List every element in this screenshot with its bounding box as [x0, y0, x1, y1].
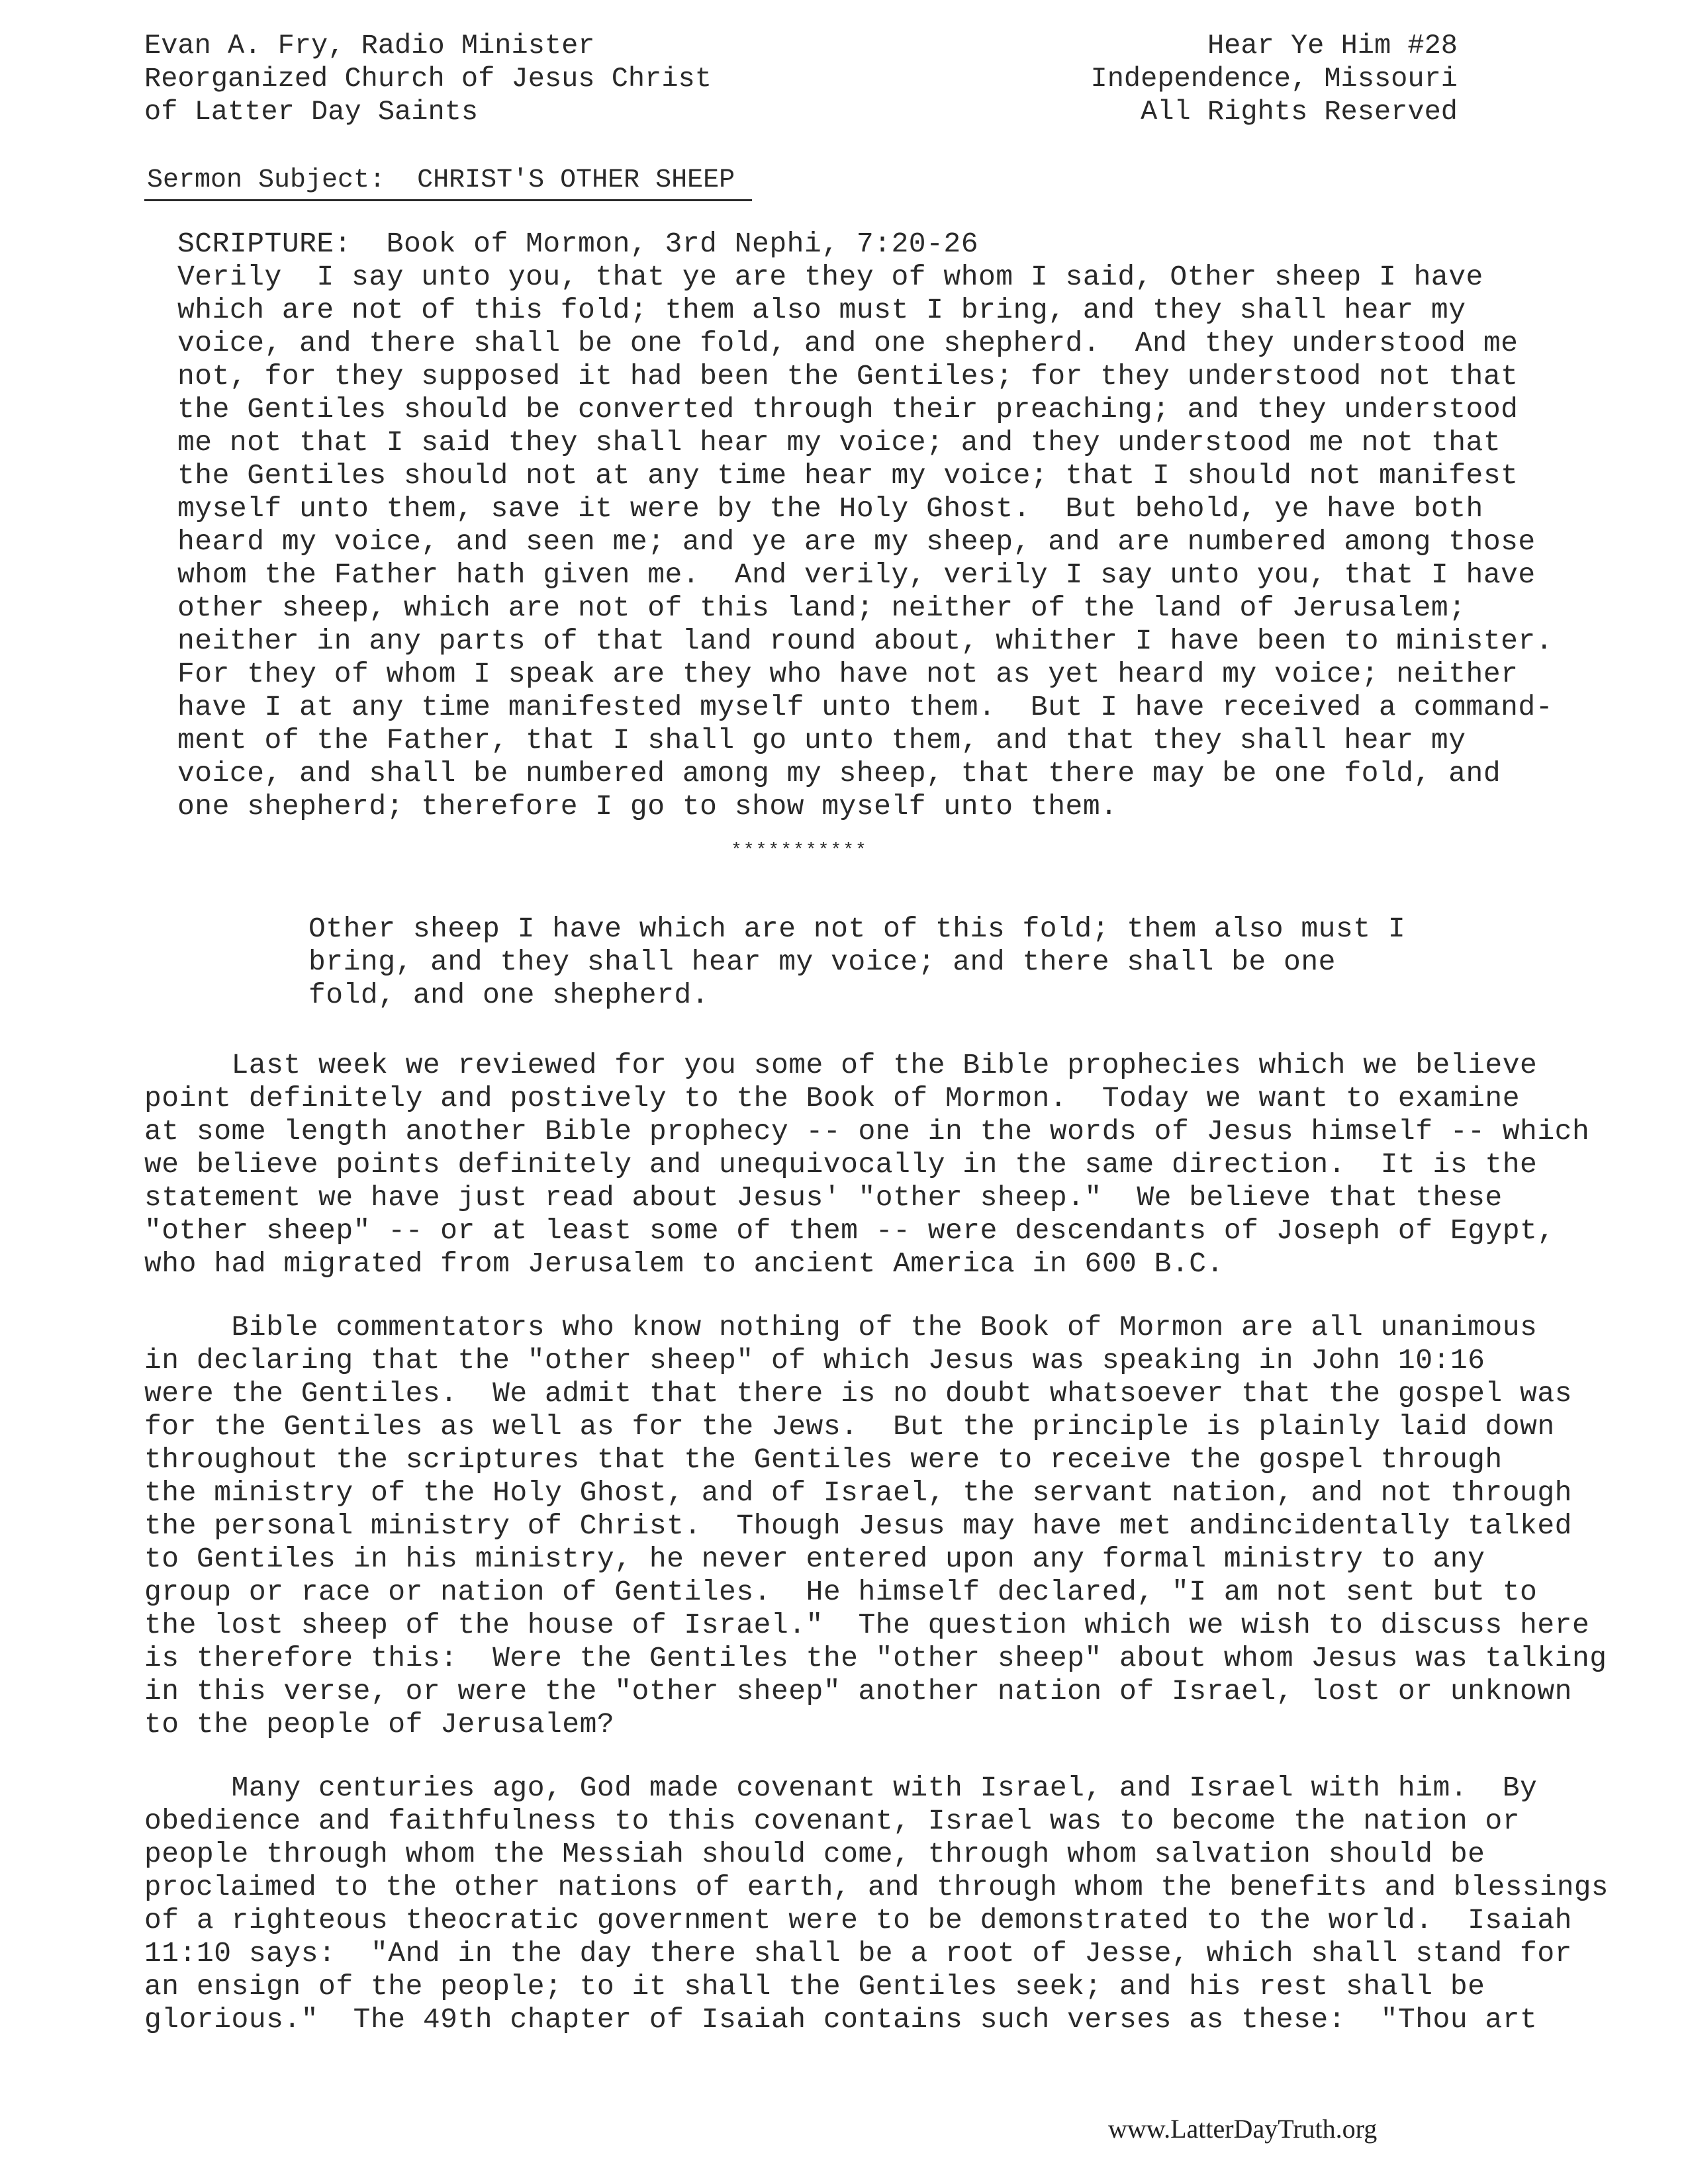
scripture-line: voice, and shall be numbered among my sheep, that there may be one fold, and	[177, 757, 1501, 790]
paragraph-line: who had migrated from Jerusalem to ancient America in 600 B.C.	[144, 1248, 1224, 1280]
paragraph-line: were the Gentiles. We admit that there is no doubt whatsoever that the gospel was	[144, 1377, 1572, 1410]
header-author-block	[144, 29, 712, 128]
paragraph-line: throughout the scriptures that the Gentiles were to receive the gospel through	[144, 1443, 1503, 1476]
header-right-line: Hear Ye Him #28	[1207, 30, 1458, 62]
paragraph-line: the ministry of the Holy Ghost, and of Israel, the servant nation, and not through	[144, 1477, 1572, 1509]
scripture-line: other sheep, which are not of this land; neither of the land of Jerusalem;	[177, 592, 1466, 624]
paragraph-line: Many centuries ago, God made covenant with Israel, and Israel with him. By	[144, 1772, 1538, 1804]
scripture-line: have I at any time manifested myself unto them. But I have received a command-	[177, 691, 1554, 723]
header-left-line: Reorganized Church of Jesus Christ	[144, 63, 712, 95]
scripture-line: not, for they supposed it had been the Gentiles; for they understood not that	[177, 360, 1519, 392]
paragraph-line: obedience and faithfulness to this covenant, Israel was to become the nation or	[144, 1805, 1521, 1837]
paragraph-line: we believe points definitely and unequivocally in the same direction. It is the	[144, 1148, 1538, 1181]
scripture-line: me not that I said they shall hear my voice; and they understood me not that	[177, 426, 1501, 459]
quote-line: Other sheep I have which are not of this fold; them also must I	[308, 913, 1406, 945]
paragraph-line: Last week we reviewed for you some of the Bible prophecies which we believe	[144, 1049, 1538, 1081]
section-separator: ***********	[731, 841, 868, 861]
paragraph-line: "other sheep" -- or at least some of them -- were descendants of Joseph of Egypt,	[144, 1214, 1555, 1247]
paragraph-line: at some length another Bible prophecy -- one in the words of Jesus himself -- which	[144, 1115, 1590, 1148]
scripture-heading: SCRIPTURE: Book of Mormon, 3rd Nephi, 7:20-26	[177, 228, 978, 260]
paragraph-line: statement we have just read about Jesus' "other sheep." We believe that these	[144, 1181, 1503, 1214]
scripture-line: which are not of this fold; them also must I bring, and they shall hear my	[177, 294, 1466, 326]
header-left-line: of Latter Day Saints	[144, 96, 479, 128]
paragraph-line: for the Gentiles as well as for the Jews. But the principle is plainly laid down	[144, 1410, 1555, 1443]
scripture-line: voice, and there shall be one fold, and one shepherd. And they understood me	[177, 327, 1519, 359]
header-right-line: Independence, Missouri	[1090, 63, 1458, 95]
subject-underline	[144, 199, 752, 201]
paragraph-line: glorious." The 49th chapter of Isaiah contains such verses as these: "Thou art	[144, 2003, 1538, 2036]
paragraph-line: group or race or nation of Gentiles. He himself declared, "I am not sent but to	[144, 1576, 1538, 1608]
paragraph-line: of a righteous theocratic government were to be demonstrated to the world. Isaiah	[144, 1904, 1572, 1936]
scripture-line: For they of whom I speak are they who have not as yet heard my voice; neither	[177, 658, 1519, 690]
footer-website-url: www.LatterDayTruth.org	[1108, 2114, 1378, 2144]
quote-line: bring, and they shall hear my voice; and there shall be one	[308, 946, 1336, 978]
paragraph-line: is therefore this: Were the Gentiles the "other sheep" about whom Jesus was talking	[144, 1642, 1607, 1674]
header-series-block	[1091, 29, 1458, 128]
scripture-line: neither in any parts of that land round about, whither I have been to minister.	[177, 625, 1554, 657]
paragraph-line: point definitely and postively to the Book of Mormon. Today we want to examine	[144, 1082, 1521, 1115]
scripture-line: heard my voice, and seen me; and ye are my sheep, and are numbered among those	[177, 525, 1536, 558]
paragraph-line: 11:10 says: "And in the day there shall be a root of Jesse, which shall stand for	[144, 1937, 1572, 1970]
header-right-line: All Rights Reserved	[1141, 96, 1458, 128]
paragraph-line: an ensign of the people; to it shall the Gentiles seek; and his rest shall be	[144, 1970, 1485, 2003]
paragraph-line: in declaring that the "other sheep" of which Jesus was speaking in John 10:16	[144, 1344, 1485, 1377]
scripture-line: whom the Father hath given me. And verily, verily I say unto you, that I have	[177, 559, 1536, 591]
paragraph-line: to Gentiles in his ministry, he never entered upon any formal ministry to any	[144, 1543, 1485, 1575]
scripture-line: myself unto them, save it were by the Holy Ghost. But behold, ye have both	[177, 492, 1483, 525]
quote-line: fold, and one shepherd.	[308, 979, 709, 1011]
scripture-line: one shepherd; therefore I go to show myself unto them.	[177, 790, 1118, 823]
header-left-line: Evan A. Fry, Radio Minister	[144, 30, 595, 62]
paragraph-line: the personal ministry of Christ. Though Jesus may have met andincidentally talked	[144, 1510, 1572, 1542]
paragraph-line: the lost sheep of the house of Israel." The question which we wish to discuss here	[144, 1609, 1590, 1641]
paragraph-line: people through whom the Messiah should come, through whom salvation should be	[144, 1838, 1485, 1870]
paragraph-line: to the people of Jerusalem?	[144, 1708, 615, 1741]
paragraph-line: Bible commentators who know nothing of the Book of Mormon are all unanimous	[144, 1311, 1538, 1343]
scripture-line: ment of the Father, that I shall go unto them, and that they shall hear my	[177, 724, 1466, 756]
paragraph-line: proclaimed to the other nations of earth, and through whom the benefits and blessings	[144, 1871, 1609, 1903]
scripture-line: the Gentiles should not at any time hear my voice; that I should not manifest	[177, 459, 1519, 492]
scripture-line: Verily I say unto you, that ye are they of whom I said, Other sheep I have	[177, 261, 1483, 293]
scripture-line: the Gentiles should be converted through their preaching; and they understood	[177, 393, 1519, 426]
paragraph-line: in this verse, or were the "other sheep" another nation of Israel, lost or unknown	[144, 1675, 1572, 1707]
sermon-subject: Sermon Subject: CHRIST'S OTHER SHEEP	[147, 165, 735, 195]
